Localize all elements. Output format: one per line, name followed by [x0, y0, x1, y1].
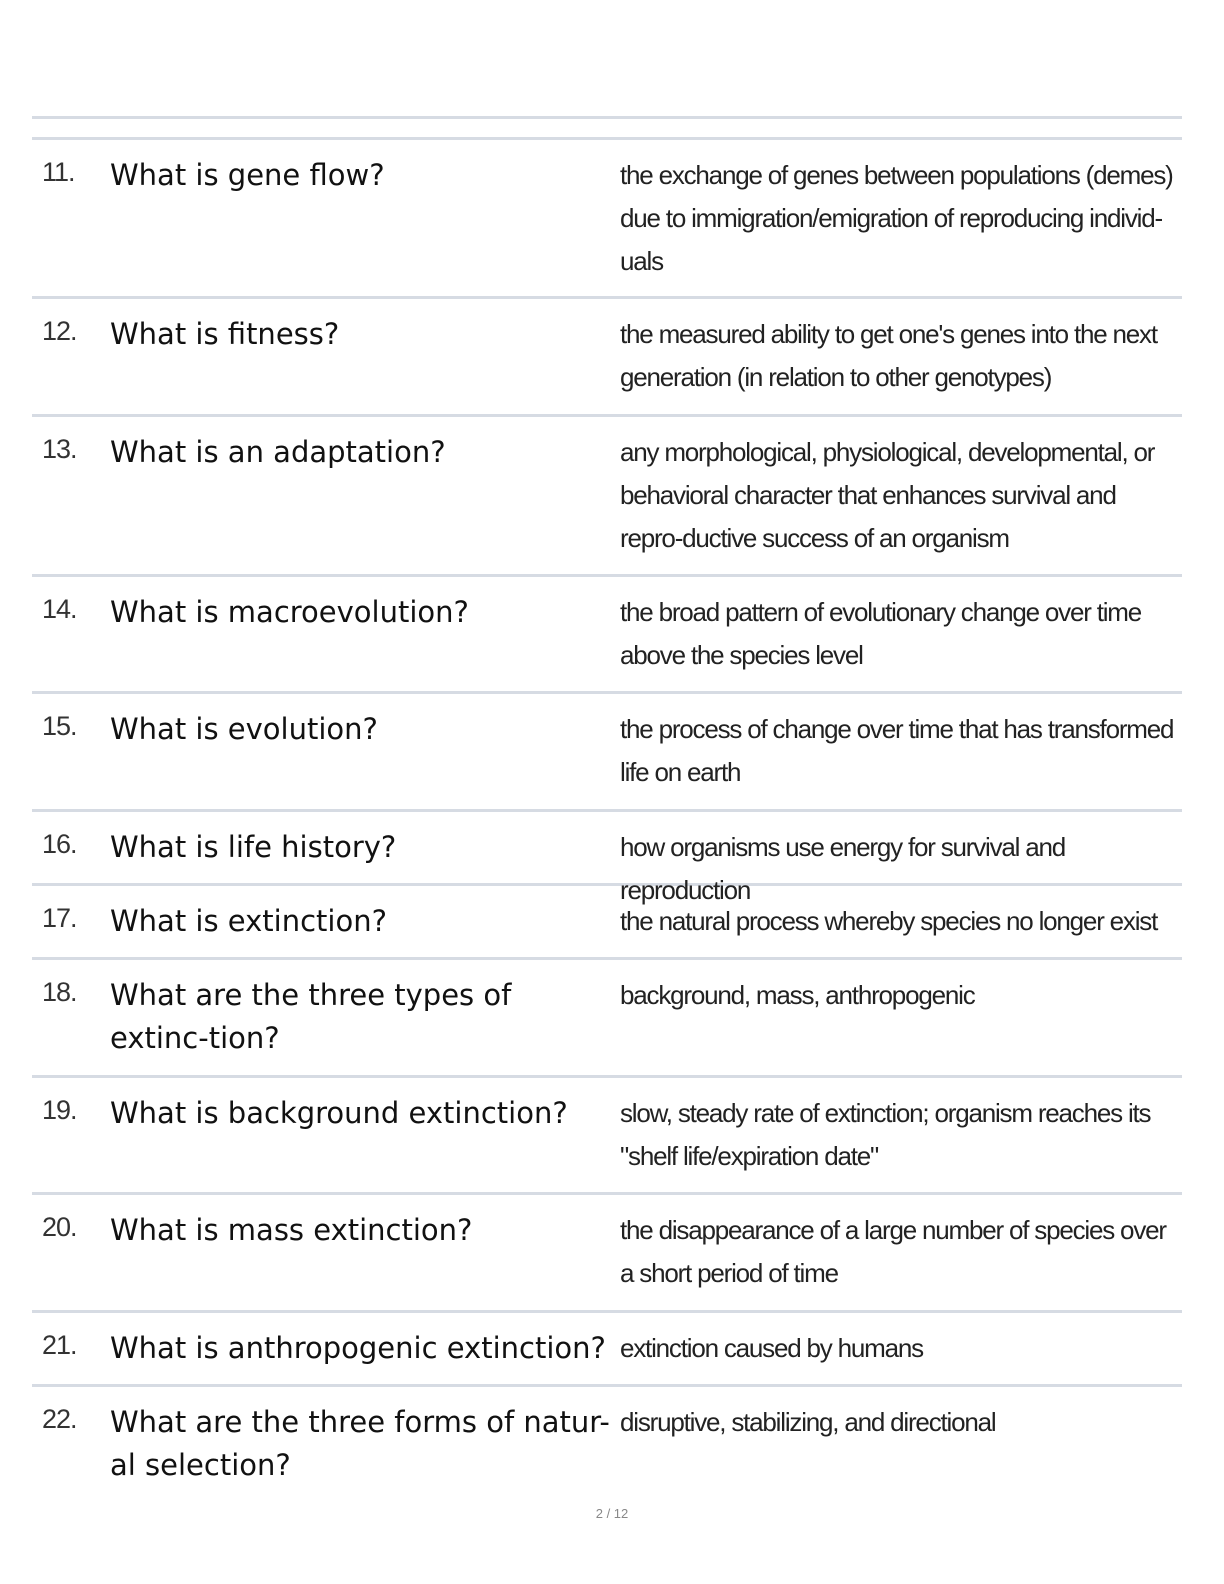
- card-term: What is life history?: [110, 830, 397, 864]
- card-number: 19.: [42, 1095, 77, 1125]
- card-term: What are the three types of extinc-tion?: [110, 978, 512, 1055]
- flashcard-row: [32, 1387, 1182, 1505]
- card-number: 12.: [42, 316, 77, 346]
- card-term: What are the three forms of natur-al selection?: [110, 1405, 610, 1482]
- card-term: What is extinction?: [110, 904, 387, 938]
- card-number: 20.: [42, 1212, 77, 1242]
- flashcard-row: [32, 299, 1182, 417]
- flashcard-list: [32, 140, 1182, 1505]
- card-number: 15.: [42, 711, 77, 741]
- card-term: What is anthropogenic extinction?: [110, 1331, 606, 1365]
- card-number: 22.: [42, 1404, 77, 1434]
- card-term: What is an adaptation?: [110, 435, 446, 469]
- card-definition: the process of change over time that has transformed life on earth: [620, 714, 1174, 787]
- flashcard-row: [32, 812, 1182, 905]
- flashcard-row: [32, 1195, 1182, 1313]
- card-definition: slow, steady rate of extinction; organism reaches its "shelf life/expiration date": [620, 1098, 1151, 1171]
- flashcard-row: [32, 960, 1182, 1078]
- flashcard-row: [32, 694, 1182, 812]
- card-term: What is macroevolution?: [110, 595, 469, 629]
- card-definition: the exchange of genes between populations (demes) due to immigration/emigration of reproducing individ-uals: [620, 160, 1173, 276]
- card-definition: background, mass, anthropogenic: [620, 980, 975, 1010]
- card-definition: the measured ability to get one's genes into the next generation (in relation to other genotypes): [620, 319, 1157, 392]
- card-term: What is mass extinction?: [110, 1213, 473, 1247]
- flashcard-row: [32, 417, 1182, 577]
- flashcard-row: [32, 1078, 1182, 1195]
- card-number: 13.: [42, 434, 77, 464]
- card-number: 11.: [42, 157, 75, 187]
- card-term: What is background extinction?: [110, 1096, 568, 1130]
- card-number: 17.: [42, 903, 77, 933]
- card-definition: how organisms use energy for survival and reproduction: [620, 832, 1066, 905]
- card-number: 21.: [42, 1330, 77, 1360]
- card-term: What is fitness?: [110, 317, 340, 351]
- top-divider: [32, 116, 1182, 119]
- flashcard-row: [32, 140, 1182, 299]
- card-term: What is gene flow?: [110, 158, 385, 192]
- flashcard-row: [32, 577, 1182, 694]
- flashcard-row: [32, 1313, 1182, 1387]
- card-definition: extinction caused by humans: [620, 1333, 923, 1363]
- card-number: 18.: [42, 977, 77, 1007]
- card-definition: the disappearance of a large number of species over a short period of time: [620, 1215, 1166, 1288]
- card-definition: disruptive, stabilizing, and directional: [620, 1407, 996, 1437]
- card-number: 14.: [42, 594, 77, 624]
- card-number: 16.: [42, 829, 77, 859]
- card-term: What is evolution?: [110, 712, 378, 746]
- page-number: 2 / 12: [595, 1506, 629, 1521]
- card-definition: the natural process whereby species no longer exist: [620, 906, 1158, 936]
- card-definition: the broad pattern of evolutionary change over time above the species level: [620, 597, 1142, 670]
- card-definition: any morphological, physiological, developmental, or behavioral character that enhances survival and repro-ductive success of an organism: [620, 437, 1155, 553]
- flashcard-row: [32, 886, 1182, 960]
